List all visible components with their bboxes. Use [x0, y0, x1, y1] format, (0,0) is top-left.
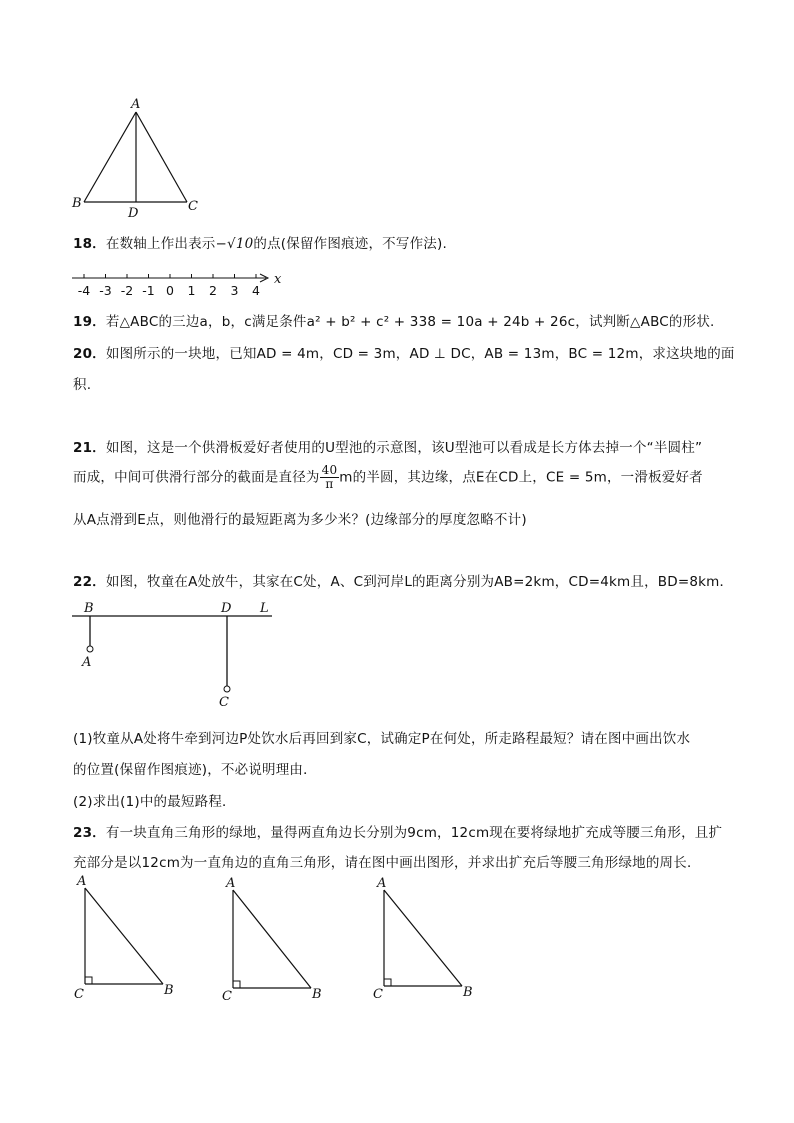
label-D: D	[221, 601, 232, 616]
question-number: 22．	[73, 574, 106, 590]
river-figure	[70, 598, 290, 713]
math-expression: −√10	[215, 236, 254, 252]
label-B: B	[164, 983, 174, 998]
label-A: A	[377, 876, 387, 891]
label-A: A	[82, 655, 92, 670]
label-C: C	[219, 695, 229, 710]
question-19	[73, 310, 715, 330]
label-C: C	[188, 199, 198, 214]
question-22-sub2: (2)求出(1)中的最短路程．	[73, 794, 236, 810]
triangle-abd-figure	[60, 92, 220, 222]
right-triangle-1	[70, 872, 190, 1002]
fraction-40-over-pi	[320, 464, 340, 491]
label-C: C	[222, 989, 232, 1004]
tick-label: -2	[120, 283, 134, 298]
question-23-cont: 充部分是以12cm为一直角边的直角三角形，请在图中画出图形，并求出扩充后等腰三角形绿地的周长．	[73, 855, 701, 871]
question-text: 的点(保留作图痕迹，不写作法).	[253, 236, 447, 252]
label-A: A	[131, 97, 141, 112]
label-B: B	[72, 196, 82, 211]
question-21-line3: 从A点滑到E点，则他滑行的最短距离为多少米？(边缘部分的厚度忽略不计)	[73, 512, 527, 528]
label-B: B	[84, 601, 94, 616]
question-22-sub1: (1)牧童从A处将牛牵到河边P处饮水后再回到家C，试确定P在何处，所走路程最短？请在图中画出饮水	[73, 731, 691, 747]
question-text: 如图，这是一个供滑板爱好者使用的U型池的示意图，该U型池可以看成是长方体去掉一个“半圆柱”	[105, 440, 703, 456]
tick-label: -3	[99, 283, 112, 298]
tick-label: 0	[166, 283, 174, 298]
right-triangle-2	[218, 874, 338, 1004]
question-23	[73, 821, 722, 841]
label-A: A	[226, 876, 236, 891]
question-21-line2	[73, 464, 703, 491]
label-D: D	[128, 206, 139, 221]
question-20-cont: 积.	[73, 377, 92, 393]
question-text: m的半圆，其边缘，点E在CD上，CE = 5m，一滑板爱好者	[339, 469, 703, 486]
tick-label: -4	[77, 283, 91, 298]
tick-label: 3	[230, 283, 239, 298]
question-22	[73, 570, 733, 590]
label-B: B	[312, 987, 322, 1002]
fraction-numerator: 40	[321, 463, 338, 477]
label-A: A	[77, 874, 87, 889]
label-B: B	[463, 985, 473, 1000]
question-20	[73, 342, 735, 362]
axis-label-x: x	[274, 272, 282, 287]
question-21	[73, 436, 702, 456]
label-C: C	[74, 987, 84, 1002]
tick-label: 2	[209, 283, 217, 298]
question-text: 如图所示的一块地，已知AD = 4m，CD = 3m，AD ⊥ DC，AB = 13m，BC = 12m，求这块地的面	[105, 346, 735, 362]
question-number: 20．	[73, 346, 106, 362]
question-number: 23．	[73, 825, 106, 841]
label-C: C	[373, 987, 383, 1002]
question-22-sub1-cont: 的位置(保留作图痕迹)，不必说明理由．	[73, 762, 317, 778]
fraction-denominator: π	[325, 477, 334, 492]
tick-label: 4	[252, 283, 260, 298]
question-text: 而成，中间可供滑行部分的截面是直径为	[73, 469, 320, 486]
question-number: 19．	[73, 314, 106, 330]
question-text: 在数轴上作出表示	[105, 236, 216, 252]
right-triangle-3	[369, 874, 489, 1004]
question-text: 若△ABC的三边a，b，c满足条件a² + b² + c² + 338 = 10a + 24b + 26c，试判断△ABC的形状.	[105, 314, 715, 330]
tick-label: 1	[187, 283, 196, 298]
question-text: 有一块直角三角形的绿地，量得两直角边长分别为9cm，12cm现在要将绿地扩充成等腰三角形，且扩	[105, 825, 723, 841]
question-18	[73, 232, 447, 252]
question-number: 18．	[73, 236, 106, 252]
question-text: 如图，牧童在A处放牛，其家在C处，A、C到河岸L的距离分别为AB=2km，CD=4km且，BD=8km．	[105, 574, 734, 590]
number-line	[70, 268, 290, 298]
label-L: L	[260, 601, 269, 616]
tick-label: -1	[142, 283, 155, 298]
question-number: 21．	[73, 440, 106, 456]
